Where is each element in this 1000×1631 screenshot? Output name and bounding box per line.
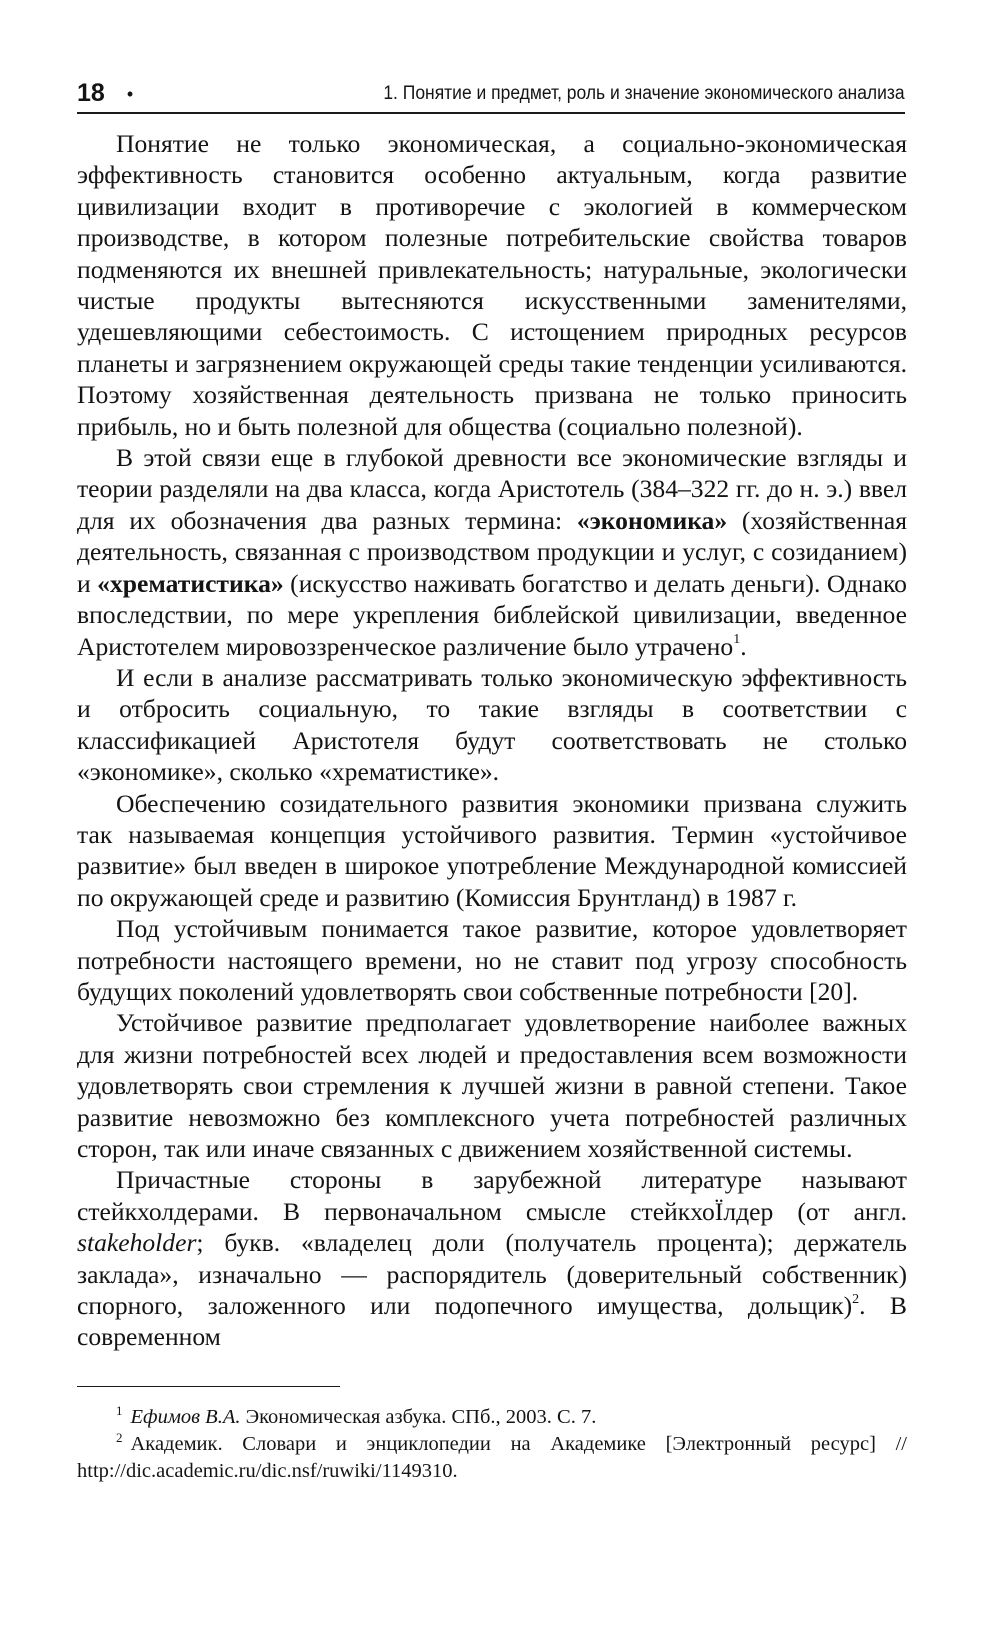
paragraph-7-text-2: ; букв. «владелец доли (получатель процента); держатель заклада», изначально — распорядитель (доверительный собственник) спорного, заложенного или подопечного имущества, дольщик) — [77, 1228, 907, 1321]
footnote-divider — [77, 1386, 340, 1387]
paragraph-7-text-1: Причастные стороны в зарубежной литературе называют стейкхолдерами. В первоначальном смысле стейкхоЇлдер (от англ. — [77, 1165, 907, 1226]
footnote-mark-1: 1 — [116, 1403, 123, 1419]
paragraph-7 — [77, 1164, 907, 1352]
paragraph-4: Обеспечению созидательного развития экономики призвана служить так называемая концепция устойчивого развития. Термин «устойчивое развитие» был введен в широкое употребление Международной комиссией по окружающей среде и развитию (Комиссия Брунтланд) в 1987 г. — [77, 788, 907, 912]
footnote-ref-2: 2 — [852, 1291, 860, 1307]
running-title: 1. Понятие и предмет, роль и значение экономического анализа — [383, 83, 905, 105]
main-text — [77, 128, 907, 1353]
footnote-1-author: Ефимов В.А. — [130, 1406, 241, 1428]
footnote-2 — [77, 1431, 907, 1485]
footnote-1-text: Экономическая азбука. СПб., 2003. С. 7. — [240, 1406, 597, 1428]
paragraph-1: Понятие не только экономическая, а социально-экономическая эффективность становится особенно актуальным, когда развитие цивилизации входит в противоречие с экологией в коммерческом производстве, в котором полезные потребительские свойства товаров подменяются их внешней привлекательность; натуральные, экологически чистые продукты вытесняются искусственными заменителями, удешевляющими себестоимость. С истощением природных ресурсов планеты и загрязнением окружающей среды такие тенденции усиливаются. Поэтому хозяйственная деятельность призвана не только приносить прибыль, но и быть полезной для общества (социально полезной). — [77, 129, 907, 441]
paragraph-2 — [77, 442, 907, 662]
footnote-mark-2: 2 — [116, 1430, 123, 1446]
footnote-1 — [77, 1404, 907, 1431]
term-stakeholder-en: stakeholder — [77, 1228, 197, 1258]
term-economics: «экономика» — [576, 505, 728, 535]
footnote-ref-1: 1 — [733, 631, 741, 647]
paragraph-5: Под устойчивым понимается такое развитие, которое удовлетворяет потребности настоящего времени, но не ставит под угрозу способность будущих поколений удовлетворять свои собственные потребности [20]. — [77, 914, 907, 1006]
paragraph-6: Устойчивое развитие предполагает удовлетворение наиболее важных для жизни потребностей всех людей и предоставления всем возможности удовлетворять свои стремления к лучшей жизни в равной степени. Такое развитие невозможно без комплексного учета потребностей различных сторон, так или иначе связанных с движением хозяйственной системы. — [77, 1008, 907, 1163]
paragraph-7-text-3: . В современном — [77, 1291, 907, 1352]
footnote-2-text: Академик. Словари и энциклопедии на Академике [Электронный ресурс] // http://dic.academic.ru/dic.nsf/ruwiki/1149310. — [77, 1433, 907, 1482]
paragraph-2-text-2: (хозяйственная деятельность, связанная с производством продукции и услуг, с созиданием) и — [77, 505, 908, 598]
paragraph-3: И если в анализе рассматривать только экономическую эффективность и отбросить социальную, то такие взгляды в соответствии с классификацией Аристотеля будут соответствовать не столько «экономике», сколько «хрематистике». — [77, 662, 907, 787]
paragraph-2-text-3: (искусство наживать богатство и делать деньги). Однако впоследствии, по мере укрепления библейской цивилизации, введенное Аристотелем мировоззренческое различение было утрачено — [77, 568, 907, 661]
footnotes — [77, 1404, 907, 1485]
paragraph-2-text-1: В этой связи еще в глубокой древности все экономические взгляды и теории разделяли на два класса, когда Аристотель (384–322 гг. до н. э.) ввел для их обозначения два разных термина: — [77, 443, 907, 535]
page-number: 18 — [77, 79, 105, 107]
term-chrematistics: «хрематистика» — [97, 568, 284, 598]
paragraph-2-text-4: . — [740, 631, 747, 661]
header-bullet: • — [126, 84, 134, 105]
running-header — [77, 74, 905, 114]
